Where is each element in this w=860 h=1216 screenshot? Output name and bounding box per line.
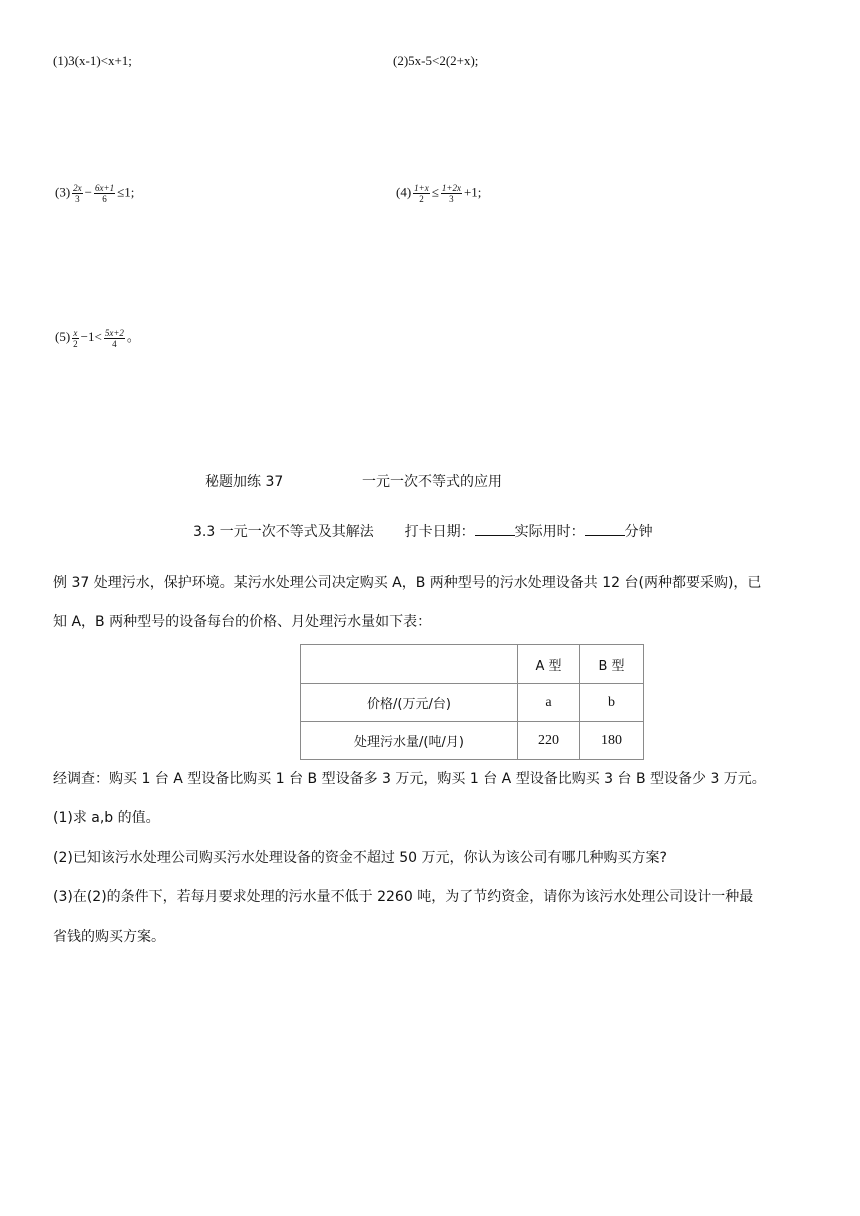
exercise-1: (1)3(x-1)<x+1; [53,53,132,68]
operator: 。 [126,329,140,344]
table-header-cell: B 型 [580,645,644,684]
fraction: $\frac{1+2x}{3}$ [441,183,461,204]
table-header-cell [301,645,518,684]
question-3-line-1: (3)在(2)的条件下，若每月要求处理的污水量不低于 2260 吨，为了节约资金，请你为该污水处理公司设计一种最 [53,889,754,905]
fraction: $\frac{1+x}{2}$ [414,183,429,204]
table-header-cell: A 型 [518,645,580,684]
spec-table [300,644,644,760]
exercise-3 [55,183,134,204]
time-label: 实际用时： [514,524,585,540]
problem-line-2: 知 A，B 两种型号的设备每台的价格、月处理污水量如下表： [53,614,432,630]
operator: − [84,184,93,200]
table-cell: 180 [580,722,644,760]
exercise-4 [396,183,481,204]
exercise-5 [55,326,140,349]
operator: −1< [80,329,102,344]
checkin-label: 打卡日期： [404,524,475,540]
table-cell: a [518,684,580,722]
section-subtitle [193,521,653,541]
table-cell: b [580,684,644,722]
fraction: $\frac{6x+1}{6}$ [95,183,115,204]
section-label: 秘题加练 37 [205,474,284,490]
time-unit: 分钟 [624,524,653,540]
table-row [301,645,644,684]
operator: ≤ [431,184,439,200]
question-1: (1)求 a,b 的值。 [53,810,160,826]
operator: +1; [463,184,482,200]
table-row [301,684,644,722]
exercise-4-number: (4) [396,184,412,200]
fraction: $\frac{5x+2}{4}$ [104,327,124,349]
exercise-2: (2)5x-5<2(2+x); [393,53,479,68]
exercise-5-number: (5) [55,329,71,344]
fraction: $\frac{2x}{3}$ [73,183,82,204]
table-cell: 220 [518,722,580,760]
time-blank[interactable] [585,523,625,536]
table-cell: 价格/(万元/台) [301,684,518,722]
fraction: $\frac{x}{2}$ [73,327,78,349]
question-2: (2)已知该污水处理公司购买污水处理设备的资金不超过 50 万元，你认为该公司有哪几种购买方案? [53,850,667,866]
problem-line-1: 例 37 处理污水，保护环境。某污水处理公司决定购买 A，B 两种型号的污水处理设备共 12 台(两种都要采购)，已 [53,575,762,591]
section-title: 一元一次不等式的应用 [362,474,502,490]
lesson-title: 3.3 一元一次不等式及其解法 [193,524,374,540]
table-cell: 处理污水量/(吨/月) [301,722,518,760]
exercise-3-number: (3) [55,184,71,200]
survey-text: 经调查：购买 1 台 A 型设备比购买 1 台 B 型设备多 3 万元，购买 1 台 A 型设备比购买 3 台 B 型设备少 3 万元。 [53,771,766,787]
checkin-blank[interactable] [475,523,515,536]
question-3-line-2: 省钱的购买方案。 [53,929,165,945]
table-row [301,722,644,760]
operator: ≤1; [117,184,135,200]
